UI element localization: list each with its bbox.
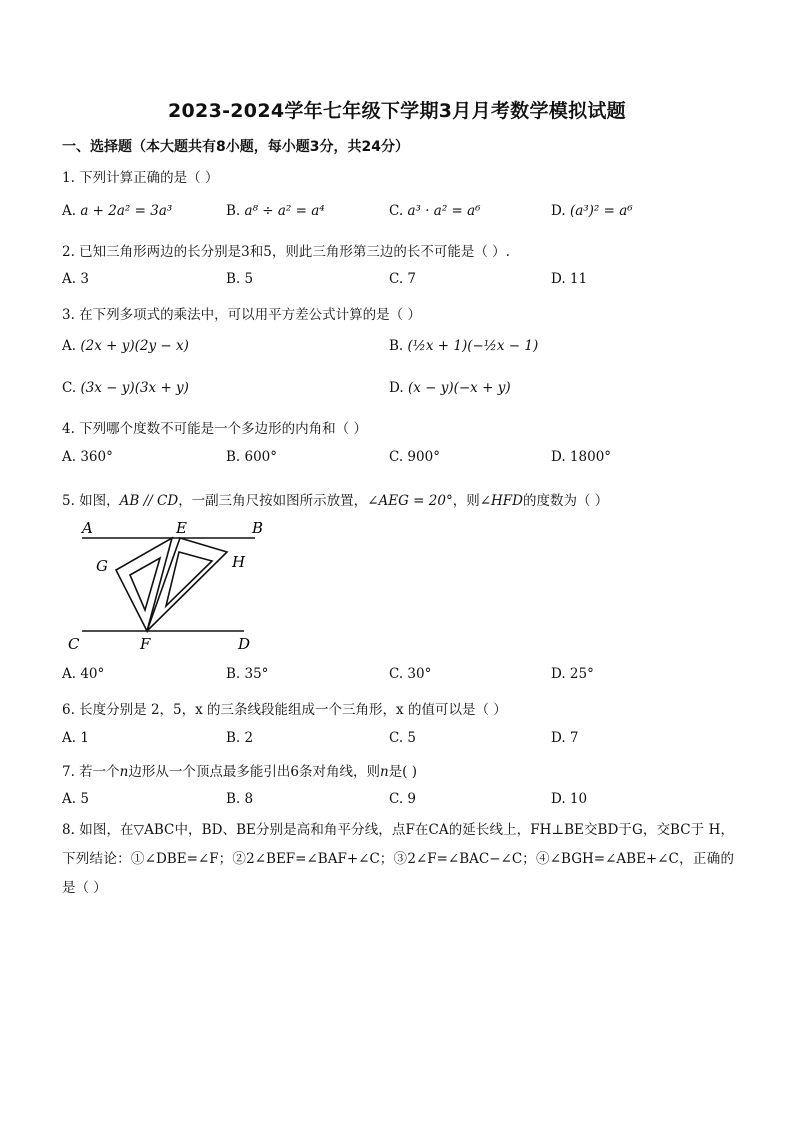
q5-figure [62,515,272,655]
label-a: A [82,519,93,537]
q2-option-b[interactable]: B. 5 [226,271,254,287]
question-5: 5. 如图，AB // CD，一副三角尺按如图所示放置，∠AEG = 20°，则∠HFD的度数为（ ） [62,493,609,509]
q3-option-d[interactable]: D. (x − y)(−x + y) [389,380,511,396]
q5-option-b[interactable]: B. 35° [226,666,269,682]
q2-option-d[interactable]: D. 11 [551,271,588,287]
q7-n-1: n [119,764,129,780]
q3-b-expr: (½x + 1)(−½x − 1) [407,338,539,354]
q7-option-a[interactable]: A. 5 [62,791,89,807]
q5-parallel-expr: AB // CD [119,493,179,509]
label-b: B [252,519,264,537]
q5-angle-aeg: ∠AEG = 20° [367,493,453,509]
label-f: F [140,635,151,653]
question-2: 2. 已知三角形两边的长分别是3和5，则此三角形第三边的长不可能是（ ）. [62,244,510,260]
q2-option-a[interactable]: A. 3 [62,271,89,287]
q7-option-d[interactable]: D. 10 [551,791,588,807]
q1-option-d[interactable]: D. (a³)² = a⁶ [551,203,633,219]
q5-option-a[interactable]: A. 40° [62,666,105,682]
q1-b-expr: a⁸ ÷ a² = a⁴ [244,203,325,219]
label-g: G [96,557,108,575]
q5-angle-hfd: ∠HFD [479,493,523,509]
q1-option-b[interactable]: B. a⁸ ÷ a² = a⁴ [226,203,325,219]
q6-option-a[interactable]: A. 1 [62,730,89,746]
q7-option-c[interactable]: C. 9 [389,791,417,807]
q3-option-c[interactable]: C. (3x − y)(3x + y) [62,380,189,396]
q5-option-d[interactable]: D. 25° [551,666,594,682]
q1-option-a[interactable]: A. a + 2a² = 3a³ [62,203,173,219]
q7-n-2: n [379,764,389,780]
q3-a-expr: (2x + y)(2y − x) [80,338,189,354]
q3-d-expr: (x − y)(−x + y) [407,380,511,396]
q1-c-expr: a³ · a² = a⁶ [407,203,481,219]
q5-option-c[interactable]: C. 30° [389,666,432,682]
label-c: C [68,635,80,653]
q3-option-b[interactable]: B. (½x + 1)(−½x − 1) [389,338,539,354]
q4-option-d[interactable]: D. 1800° [551,449,612,465]
question-8: 8. 如图，在▽ABC中，BD、BE分别是高和角平分线，点F在CA的延长线上，FH⊥BE交BD于G，交BC于 H，下列结论：①∠DBE=∠F；②2∠BEF=∠BAF+∠C；③2∠F=∠BAC−∠C；④∠BGH=∠ABE+∠C，正确的是（ ） [62,822,734,896]
q6-option-c[interactable]: C. 5 [389,730,417,746]
q6-option-b[interactable]: B. 2 [226,730,254,746]
q1-d-expr: (a³)² = a⁶ [569,203,633,219]
q6-option-d[interactable]: D. 7 [551,730,579,746]
q1-a-expr: a + 2a² = 3a³ [80,203,173,219]
label-d: D [238,635,251,653]
q4-option-a[interactable]: A. 360° [62,449,113,465]
question-7: 7. 若一个n边形从一个顶点最多能引出6条对角线，则n是( ) [62,764,417,780]
question-4: 4. 下列哪个度数不可能是一个多边形的内角和（ ） [62,421,367,437]
q4-option-c[interactable]: C. 900° [389,449,440,465]
q3-c-expr: (3x − y)(3x + y) [80,380,189,396]
q7-option-b[interactable]: B. 8 [226,791,254,807]
label-h: H [232,553,246,571]
q3-option-a[interactable]: A. (2x + y)(2y − x) [62,338,189,354]
question-1: 1. 下列计算正确的是（ ） [62,170,219,186]
question-6: 6. 长度分别是 2，5，x 的三条线段能组成一个三角形，x 的值可以是（ ） [62,702,507,718]
question-3: 3. 在下列多项式的乘法中，可以用平方差公式计算的是（ ） [62,307,421,323]
q2-option-c[interactable]: C. 7 [389,271,417,287]
q4-option-b[interactable]: B. 600° [226,449,278,465]
section-heading: 一、选择题（本大题共有8小题，每小题3分，共24分） [62,139,409,155]
label-e: E [176,519,187,537]
q1-option-c[interactable]: C. a³ · a² = a⁶ [389,203,481,219]
page-title: 2023-2024学年七年级下学期3月月考数学模拟试题 [168,100,626,122]
